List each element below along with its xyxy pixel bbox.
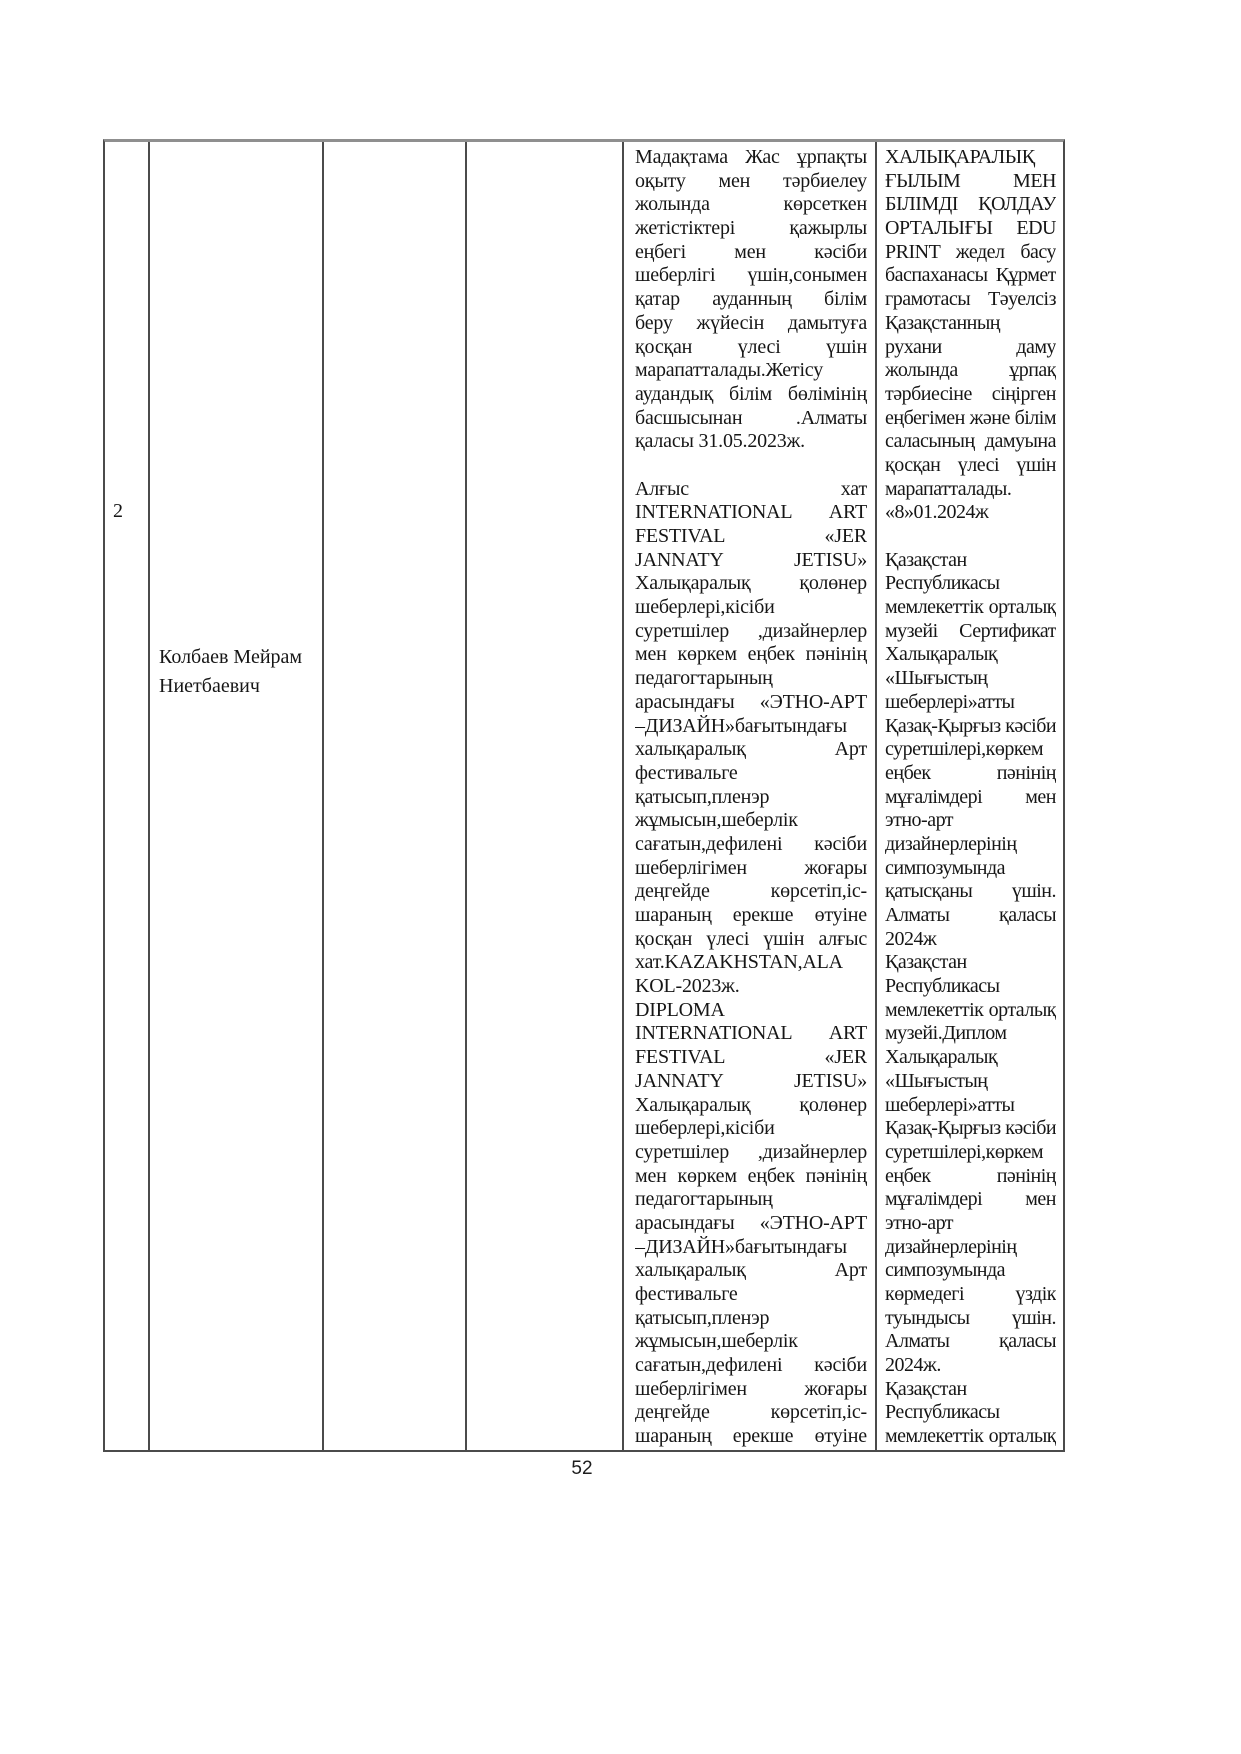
text-line: арасындағы «ЭТНО-АРТ — [635, 690, 867, 713]
text-line: Колбаев Мейрам — [159, 646, 303, 668]
text-line: қосқан үлесі үшін — [635, 335, 867, 358]
row-number-cell — [105, 142, 150, 1450]
text-line: хат.KAZAKHSTAN,ALA — [635, 951, 843, 974]
text-line: суретшілер ,дизайнерлер — [635, 1140, 867, 1163]
text-line: «Шығыстың — [885, 667, 988, 690]
text-line: педагогтарының — [635, 667, 773, 690]
text-line: қаласы 31.05.2023ж. — [635, 430, 805, 453]
text-line: этно-арт — [885, 809, 954, 832]
text-line: музейі Сертификат — [885, 619, 1056, 642]
text-line: DIPLOMA — [635, 998, 725, 1021]
text-line: Республикасы — [885, 1401, 1000, 1424]
text-line: қатысып,пленэр — [635, 1306, 770, 1329]
text-line: Ниетбаевич — [159, 675, 260, 697]
text-line: ХАЛЫҚАРАЛЫҚ — [885, 146, 1035, 168]
text-line: шеберлері»атты — [885, 690, 1015, 713]
text-line: FESTIVAL «JER — [635, 525, 867, 547]
text-line: KOL-2023ж. — [635, 975, 740, 998]
text-line: Халықаралық қолөнер — [635, 572, 867, 595]
text-line: ОРТАЛЫҒЫ EDU — [885, 217, 1056, 240]
text-line: жолында көрсеткен — [635, 193, 867, 216]
text-line: жолында ұрпақ — [885, 359, 1056, 382]
text-line: мемлекеттік орталық — [885, 998, 1056, 1021]
text-line: Қазақстанның — [885, 311, 1000, 334]
text-line: –ДИЗАЙН»бағытындағы — [635, 1235, 847, 1258]
text-line: шеберлігімен жоғары — [635, 856, 867, 879]
text-line: саласының дамуына — [885, 430, 1056, 453]
text-line: педагогтарының — [635, 1188, 773, 1211]
district-awards-text — [635, 146, 867, 1449]
text-line: 2024ж — [885, 927, 937, 950]
text-line: ҒЫЛЫМ МЕН — [885, 169, 1056, 192]
text-line: PRINT жедел басу — [885, 240, 1056, 263]
text-line: халықаралық Арт — [635, 738, 867, 761]
text-line: симпозумында — [885, 1259, 1006, 1282]
text-line: қатысып,пленэр — [635, 785, 770, 808]
text-line: қосқан үлесі үшін — [885, 453, 1056, 476]
text-line: шеберлігімен жоғары — [635, 1377, 867, 1400]
text-line: деңгейде көрсетіп,іс- — [635, 880, 867, 903]
text-line: шеберлері»атты — [885, 1093, 1015, 1116]
text-line: Алматы қаласы — [885, 1330, 1056, 1353]
text-line: Мадақтама Жас ұрпақты — [635, 146, 867, 168]
text-line: басшысынан .Алматы — [635, 406, 867, 429]
text-line: Қазақстан — [885, 548, 967, 571]
text-line: жетістіктері қажырлы — [635, 217, 867, 240]
text-line: 2024ж. — [885, 1354, 941, 1377]
text-line: тәрбиесіне сіңірген — [885, 382, 1056, 405]
text-line: шеберлері,кісіби — [635, 1117, 775, 1140]
text-line: мен көркем еңбек пәнінің — [635, 1164, 867, 1187]
text-line: баспаханасы Құрмет — [885, 264, 1056, 287]
text-line: дизайнерлерінің — [885, 1235, 1017, 1258]
text-line: –ДИЗАЙН»бағытындағы — [635, 714, 847, 737]
international-awards-text — [885, 146, 1056, 1449]
page-number: 52 — [571, 1458, 593, 1479]
text-line: «8»01.2024ж — [885, 501, 989, 524]
text-line: еңбек пәнінің — [885, 1164, 1056, 1187]
text-line: сағатын,дефилені кәсіби — [635, 1354, 867, 1377]
text-line: шеберлігі үшін,сонымен — [635, 264, 867, 287]
text-line: Республикасы — [885, 975, 1000, 998]
text-line: JANNATY JETISU» — [635, 548, 867, 571]
text-line: «Шығыстың — [885, 1069, 988, 1092]
text-line: Алматы қаласы — [885, 904, 1056, 926]
text-line — [885, 525, 1056, 549]
empty-cell-1 — [324, 142, 467, 1450]
text-line: этно-арт — [885, 1211, 954, 1234]
text-line: грамотасы Тәуелсіз — [885, 288, 1056, 311]
text-line: JANNATY JETISU» — [635, 1069, 867, 1092]
text-line: аудандық білім бөлімінің — [635, 382, 867, 405]
text-line: Қазақстан — [885, 951, 967, 974]
text-line: мемлекеттік орталық — [885, 596, 1056, 619]
text-line: INTERNATIONAL ART — [635, 1022, 867, 1045]
text-line: симпозумында — [885, 856, 1006, 879]
row-number: 2 — [113, 500, 123, 522]
text-line: фестивальге — [635, 1283, 738, 1305]
text-line: халықаралық Арт — [635, 1259, 867, 1282]
text-line: қатысқаны үшін. — [885, 880, 1056, 903]
text-line: Халықаралық — [885, 643, 998, 666]
international-awards-cell — [877, 142, 1063, 1450]
text-line: арасындағы «ЭТНО-АРТ — [635, 1211, 867, 1234]
text-line: суретшілері,көркем — [885, 738, 1044, 761]
text-line: беру жүйесін дамытуға — [635, 311, 867, 334]
text-line: марапатталады.Жетісу — [635, 359, 824, 382]
text-line: музейі.Диплом — [885, 1022, 1007, 1045]
text-line: рухани даму — [885, 335, 1056, 358]
text-line: мұғалімдері мен — [885, 785, 1056, 808]
text-line: Халықаралық қолөнер — [635, 1093, 867, 1116]
text-line: оқыту мен тәрбиелеу — [635, 169, 867, 192]
text-line: еңбегімен және білім — [885, 406, 1056, 429]
text-line: шараның ерекше өтуіне — [635, 904, 867, 926]
text-line: суретшілері,көркем — [885, 1140, 1044, 1163]
text-line: Алғыс хат — [635, 477, 867, 500]
text-line — [635, 454, 867, 478]
text-line: Қазақстан — [885, 1377, 967, 1400]
text-line: деңгейде көрсетіп,іс- — [635, 1401, 867, 1424]
text-line: INTERNATIONAL ART — [635, 501, 867, 524]
text-line: мемлекеттік орталық — [885, 1425, 1056, 1448]
awards-table — [103, 139, 1065, 1452]
text-line: көрмедегі үздік — [885, 1283, 1056, 1305]
text-line: Халықаралық — [885, 1046, 998, 1069]
text-line: жұмысын,шеберлік — [635, 809, 798, 832]
district-awards-cell — [624, 142, 877, 1450]
text-line: шеберлері,кісіби — [635, 596, 775, 619]
text-line: қатар ауданның білім — [635, 288, 867, 311]
text-line: Республикасы — [885, 572, 1000, 595]
teacher-name-cell — [150, 142, 324, 1450]
text-line: жұмысын,шеберлік — [635, 1330, 798, 1353]
text-line: БІЛІМДІ ҚОЛДАУ — [885, 193, 1056, 216]
text-line: дизайнерлерінің — [885, 832, 1017, 855]
text-line: еңбек пәнінің — [885, 761, 1056, 784]
text-line: FESTIVAL «JER — [635, 1046, 867, 1069]
text-line: шараның ерекше өтуіне — [635, 1425, 867, 1448]
teacher-name — [159, 643, 314, 701]
text-line: қосқан үлесі үшін алғыс — [635, 927, 867, 950]
text-line: сағатын,дефилені кәсіби — [635, 832, 867, 855]
text-line: мен көркем еңбек пәнінің — [635, 643, 867, 666]
text-line: туындысы үшін. — [885, 1306, 1056, 1329]
empty-cell-2 — [467, 142, 624, 1450]
text-line: суретшілер ,дизайнерлер — [635, 619, 867, 642]
text-line: еңбегі мен кәсіби — [635, 240, 867, 263]
text-line: мұғалімдері мен — [885, 1188, 1056, 1211]
text-line: Қазақ-Қырғыз кәсіби — [885, 1117, 1056, 1140]
text-line: марапатталады. — [885, 477, 1012, 500]
text-line: фестивальге — [635, 761, 738, 784]
text-line: Қазақ-Қырғыз кәсіби — [885, 714, 1056, 737]
